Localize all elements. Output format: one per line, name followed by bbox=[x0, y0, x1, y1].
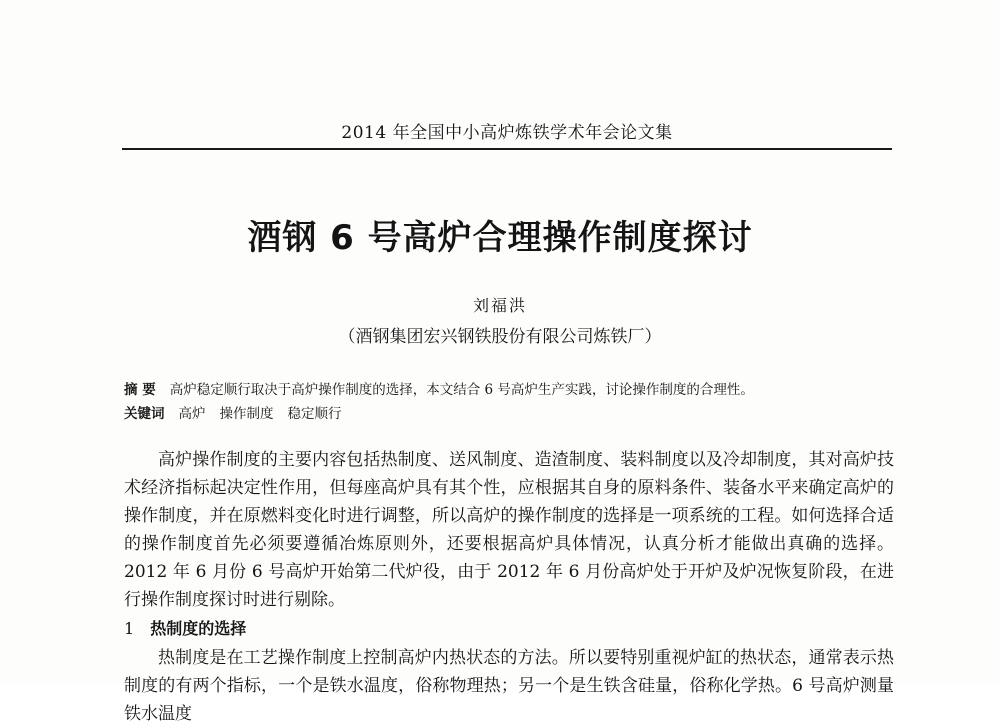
paper-title: 酒钢 6 号高炉合理操作制度探讨 bbox=[247, 218, 753, 258]
section-paragraph: 热制度是在工艺操作制度上控制高炉内热状态的方法。所以要特别重视炉缸的热状态，通常表示热制度的有两个指标，一个是铁水温度，俗称物理热；另一个是生铁含硅量，俗称化学热。6 号高炉测量铁水温度 bbox=[124, 648, 894, 724]
section-title: 热制度的选择 bbox=[150, 619, 247, 638]
section-heading bbox=[124, 614, 894, 644]
abstract-label: 摘 要 bbox=[124, 382, 156, 398]
keywords-label: 关键词 bbox=[124, 406, 165, 422]
intro-paragraph: 高炉操作制度的主要内容包括热制度、送风制度、造渣制度、装料制度以及冷却制度，其对高炉技术经济指标起决定性作用，但每座高炉具有其个性，应根据其自身的原料条件、装备水平来确定高炉的操作制度，并在原燃料变化时进行调整，所以高炉的操作制度的选择是一项系统的工程。如何选择合适的操作制度首先必须要遵循冶炼原则外，还要根据高炉具体情况，认真分析才能做出真确的选择。2012 年 6 月份 6 号高炉开始第二代炉役，由于 2012 年 6 月份高炉处于开炉及炉况恢复阶段，在进行操作制度探讨时进行剔除。 bbox=[124, 450, 894, 610]
section-number: 1 bbox=[124, 619, 135, 638]
author-name: 刘福洪 bbox=[472, 296, 527, 315]
keyword-item: 稳定顺行 bbox=[287, 406, 342, 422]
running-header: 2014 年全国中小高炉炼铁学术年会论文集 bbox=[341, 123, 673, 143]
author-affiliation: （酒钢集团宏兴钢铁股份有限公司炼铁厂） bbox=[338, 327, 662, 347]
abstract bbox=[124, 378, 904, 398]
body-text bbox=[124, 446, 894, 728]
header-rule bbox=[122, 148, 892, 150]
keyword-item: 操作制度 bbox=[219, 406, 274, 422]
keywords bbox=[124, 402, 904, 422]
abstract-text: 高炉稳定顺行取决于高炉操作制度的选择，本文结合 6 号高炉生产实践，讨论操作制度的合理性。 bbox=[169, 382, 754, 398]
keyword-item: 高炉 bbox=[178, 406, 206, 422]
